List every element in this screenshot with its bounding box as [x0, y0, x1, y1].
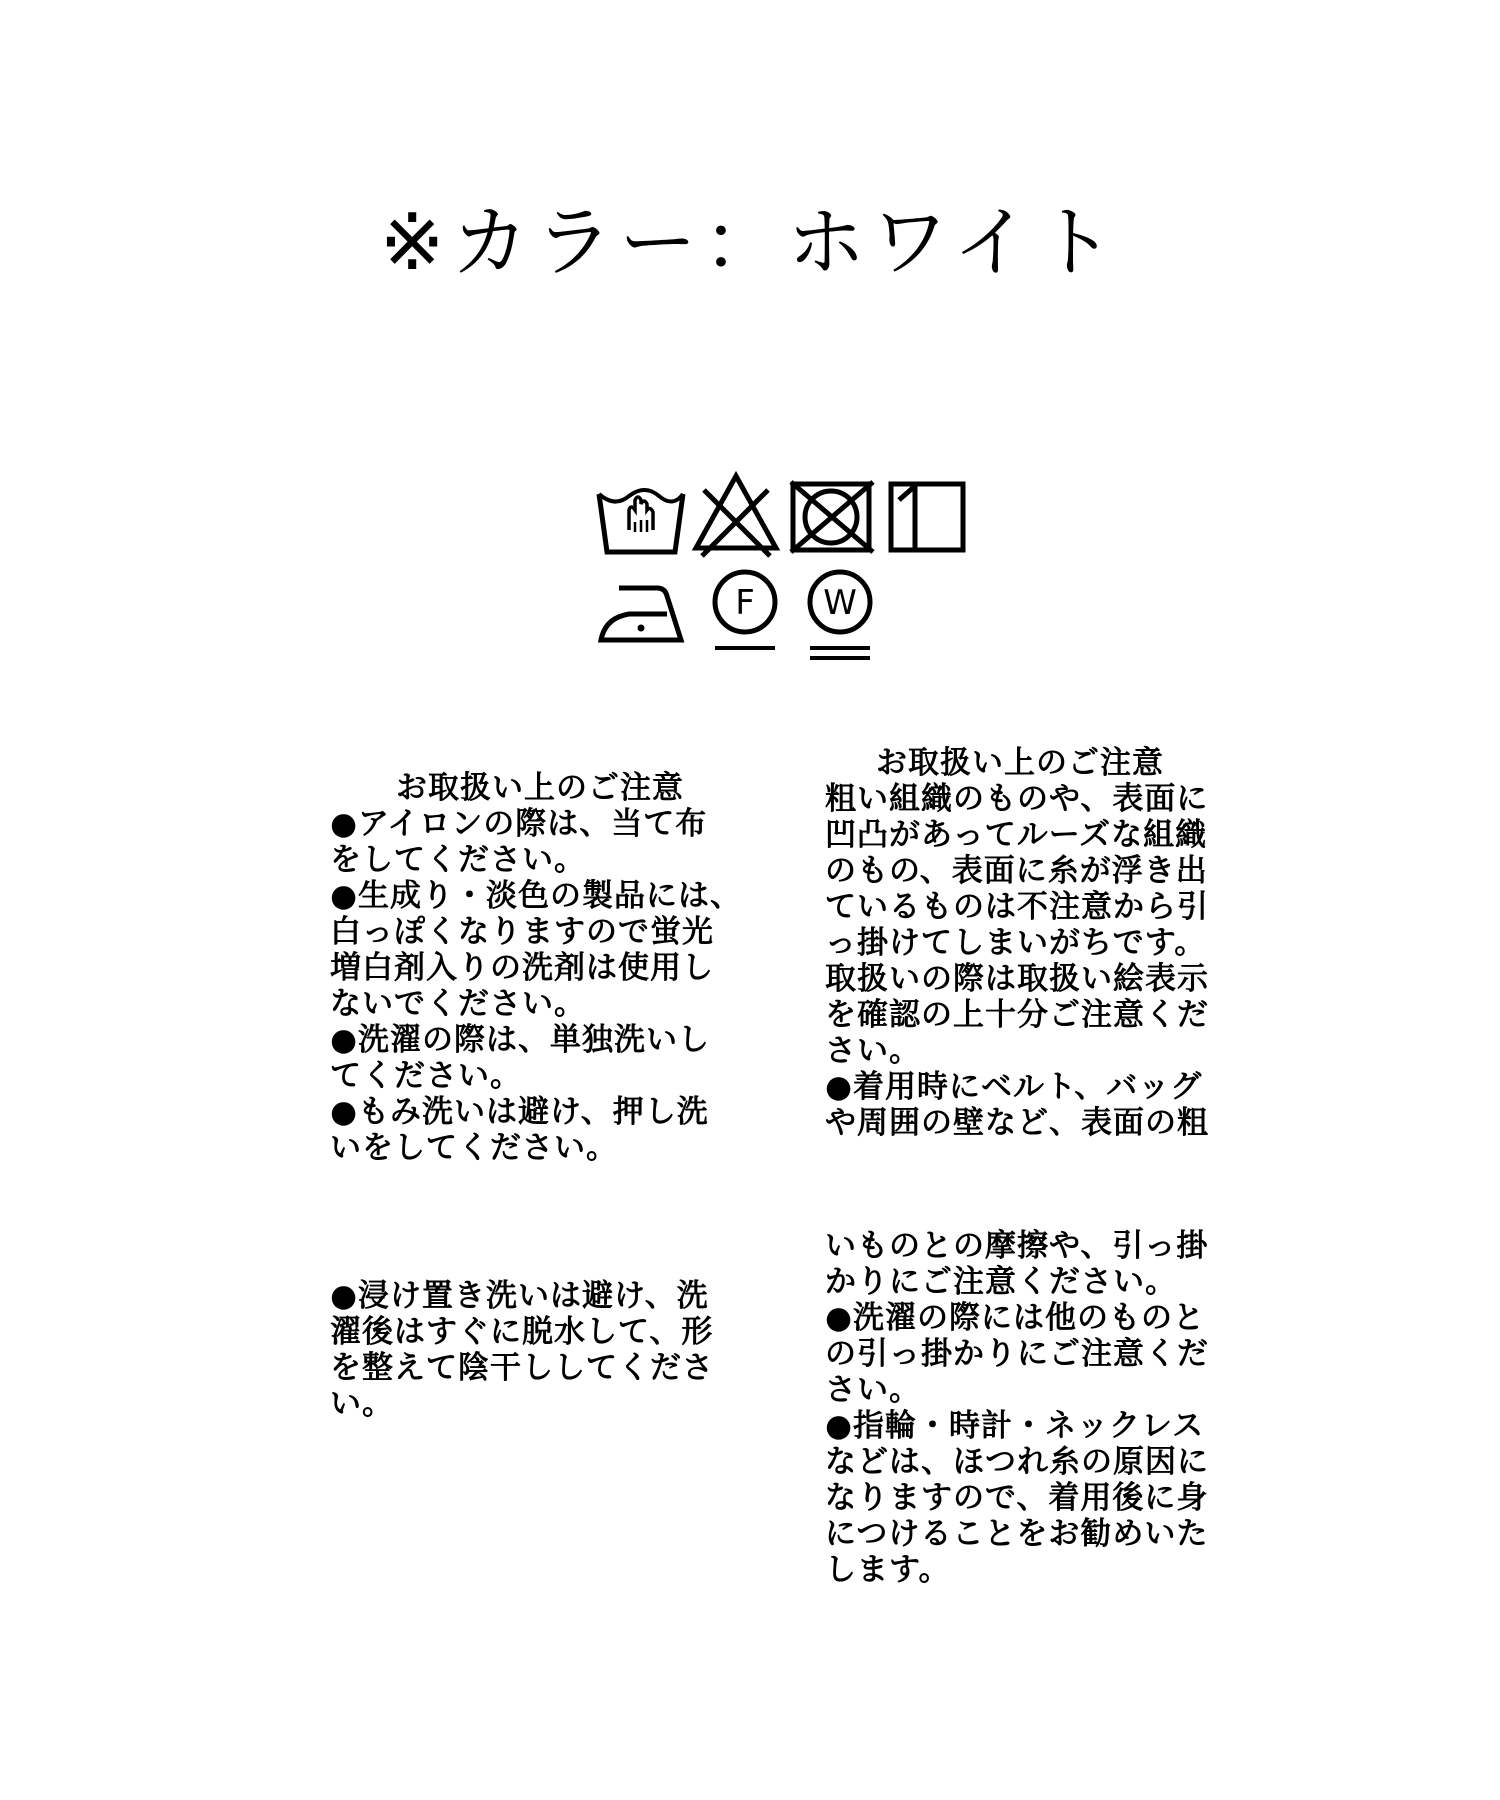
care-note-line: ●アイロンの際は、当て布 [330, 806, 708, 842]
care-note-line: 濯後はすぐに脱水して、形 [330, 1314, 714, 1350]
care-notes-heading: お取扱い上のご注意 [396, 770, 684, 806]
care-note-line: いものとの摩擦や、引っ掛 [825, 1228, 1209, 1264]
care-notes-right-top [825, 745, 1215, 1141]
care-note-line: を確認の上十分ご注意くだ [825, 997, 1209, 1033]
care-note-line: につけることをお勧めいた [825, 1516, 1209, 1552]
svg-text:W: W [823, 583, 857, 623]
care-note-line: 取扱いの際は取扱い絵表示 [825, 961, 1209, 997]
care-note-line: ●着用時にベルト、バッグ [825, 1069, 1203, 1105]
care-note-line: の引っ掛かりにご注意くだ [825, 1336, 1209, 1372]
care-note-line: さい。 [825, 1372, 921, 1408]
care-note-line: をしてください。 [330, 842, 586, 878]
care-notes-left-top [330, 770, 750, 1166]
care-note-line: ●洗濯の際には他のものと [825, 1300, 1206, 1336]
care-notes-right-bottom [825, 1228, 1215, 1588]
dry-clean-f-gentle-icon [705, 562, 785, 662]
care-notes-left-bottom [330, 1278, 750, 1422]
svg-text:F: F [735, 583, 755, 623]
care-note-line: ●生成り・淡色の製品には、 [330, 878, 743, 914]
care-note-line: てください。 [330, 1058, 522, 1094]
care-note-line: 増白剤入りの洗剤は使用し [330, 950, 714, 986]
hand-wash-icon [595, 480, 687, 560]
line-dry-icon [885, 478, 969, 556]
care-note-line: ているものは不注意から引 [825, 889, 1209, 925]
care-note-line: や周囲の壁など、表面の粗 [825, 1105, 1209, 1141]
care-note-line: のもの、表面に糸が浮き出 [825, 853, 1208, 889]
care-notes-heading: お取扱い上のご注意 [876, 745, 1164, 781]
care-note-line: ないでください。 [330, 986, 586, 1022]
care-note-line: なりますので、着用後に身 [825, 1480, 1209, 1516]
color-label: ※カラー：ホワイト [379, 198, 1121, 288]
care-note-line: ●もみ洗いは避け、押し洗 [330, 1094, 709, 1130]
care-note-line: ●洗濯の際は、単独洗いし [330, 1022, 711, 1058]
care-note-line: 凹凸があってルーズな組織 [825, 817, 1208, 853]
care-note-line: っ掛けてしまいがちです。 [825, 925, 1207, 961]
no-bleach-icon [690, 470, 782, 558]
care-note-line: さい。 [825, 1033, 921, 1069]
no-tumble-dry-icon [787, 478, 879, 556]
care-note-line: します。 [825, 1552, 951, 1588]
care-note-line: などは、ほつれ糸の原因に [825, 1444, 1209, 1480]
care-symbols [595, 470, 985, 670]
wet-clean-w-very-gentle-icon [800, 562, 880, 670]
care-note-line: ●指輪・時計・ネックレス [825, 1408, 1205, 1444]
iron-low-icon [595, 578, 689, 648]
care-note-line: いをしてください。 [330, 1130, 618, 1166]
care-note-line: かりにご注意ください。 [825, 1264, 1177, 1300]
care-note-line: い。 [330, 1386, 394, 1422]
care-note-line: ●浸け置き洗いは避け、洗 [330, 1278, 709, 1314]
care-note-line: 粗い組織のものや、表面に [825, 781, 1209, 817]
care-note-line: 白っぽくなりますので蛍光 [330, 914, 714, 950]
care-note-line: を整えて陰干ししてくださ [330, 1350, 714, 1386]
